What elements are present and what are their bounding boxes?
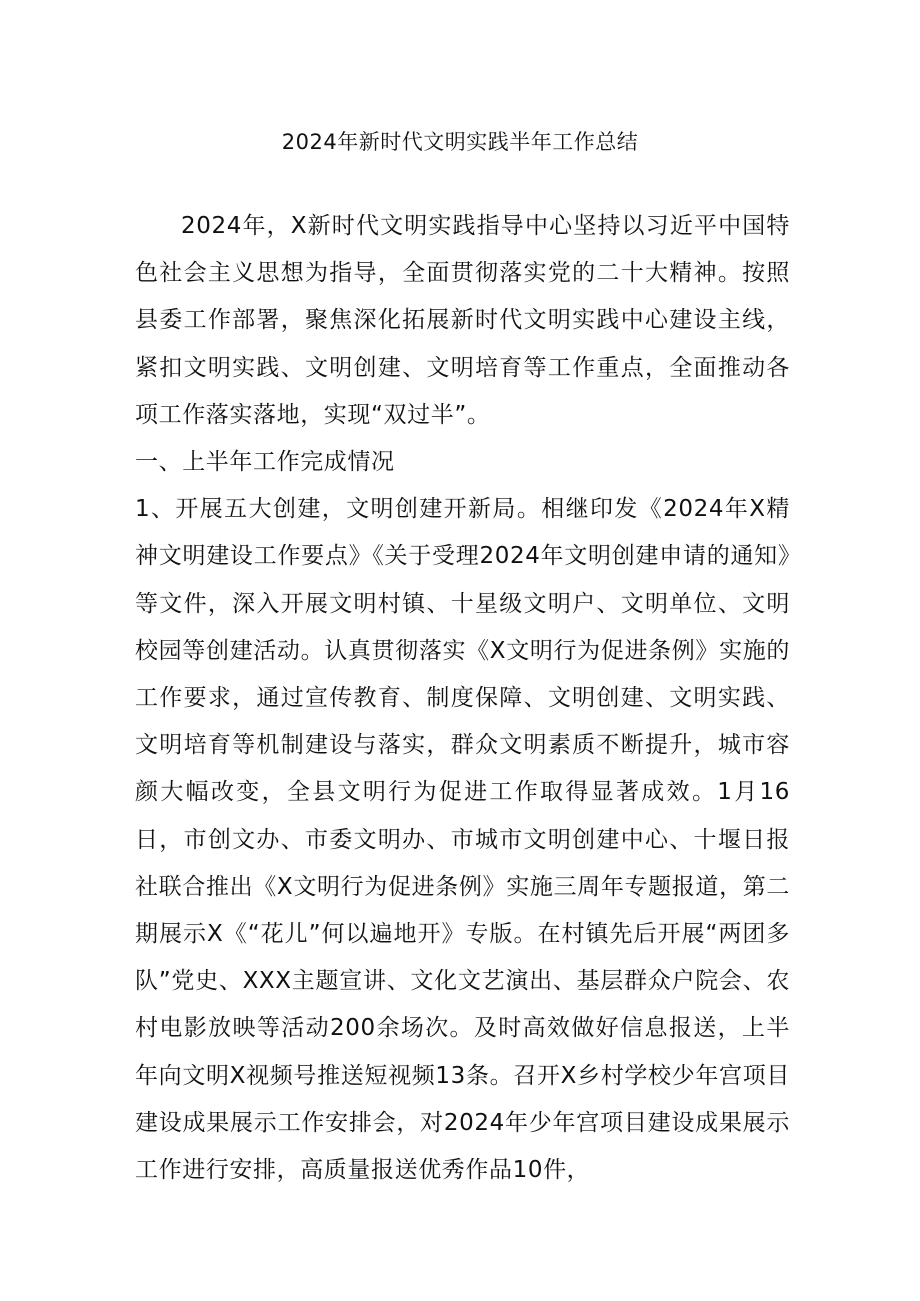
document-body [135, 203, 790, 1194]
intro-paragraph: 2024年，X新时代文明实践指导中心坚持以习近平中国特色社会主义思想为指导，全面贯彻落实党的二十大精神。按照县委工作部署，聚焦深化拓展新时代文明实践中心建设主线，紧扣文明实践、文明创建、文明培育等工作重点，全面推动各项工作落实落地，实现“双过半”。 [135, 213, 790, 428]
section-heading: 一、上半年工作完成情况 [135, 449, 395, 476]
item-paragraph: 1、开展五大创建，文明创建开新局。相继印发《2024年X精神文明建设工作要点》《关于受理2024年文明创建申请的通知》等文件，深入开展文明村镇、十星级文明户、文明单位、文明校园等创建活动。认真贯彻落实《X文明行为促进条例》实施的工作要求，通过宣传教育、制度保障、文明创建、文明实践、文明培育等机制建设与落实，群众文明素质不断提升，城市容颜大幅改变，全县文明行为促进工作取得显著成效。1月16日，市创文办、市委文明办、市城市文明创建中心、十堰日报社联合推出《X文明行为促进条例》实施三周年专题报道，第二期展示X《“花儿”何以遍地开》专版。在村镇先后开展“两团多队”党史、XXX主题宣讲、文化文艺演出、基层群众户院会、农村电影放映等活动200余场次。及时高效做好信息报送，上半年向文明X视频号推送短视频13条。召开X乡村学校少年宫项目建设成果展示工作安排会，对2024年少年宫项目建设成果展示工作进行安排，高质量报送优秀作品10件， [135, 496, 790, 1184]
document-title: 2024年新时代文明实践半年工作总结 [281, 130, 639, 154]
